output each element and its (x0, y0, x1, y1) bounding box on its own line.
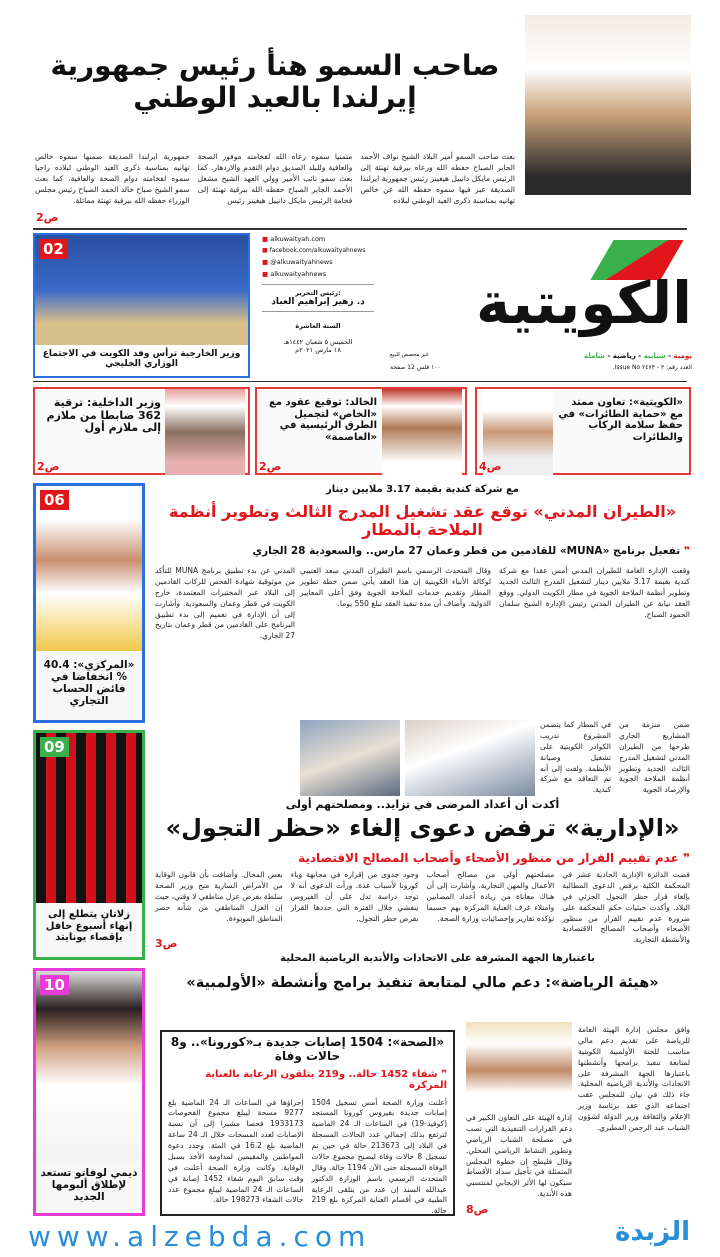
top-headline-line2: إيرلندا بالعيد الوطني (133, 81, 417, 115)
top-headline (35, 50, 515, 114)
page-number-badge: 06 (40, 490, 69, 510)
aviation-col: في المطار كما يتضمن المشروع تدريب الكوادر الكويتية على تشغيل وصيانة الأنظمة. ولفت إلى أنه تم التعاقد مع شركة كندية. (540, 720, 611, 795)
footer-logo-text: الزبدة (615, 1217, 690, 1247)
year: السنة العاشرة (295, 322, 341, 330)
top-story-col: جمهورية ايرلندا الصديقة ضمنها سموه خالص تهانيه بمناسبة ذكرى العيد الوطني لبلاده راجيا سموه لفخامته دوام الصحة والعافية. كما بعث سمو الشيخ صباح خالد الحمد الصباح رئيس مجلس الوزراء حفظه الله ببرقية تهنئة مماثلة. (34, 152, 190, 205)
corona-col: أعلنت وزارة الصحة أمس تسجيل 1504 إصابات جديدة بفيروس كورونا المستجد (كوفيد-19) في الساعات الـ 24 الماضية لترتفع بذلك إجمالي عدد الحالات المسجلة في البلاد إلى 213673 حالة في حين تم تسجيل 8 حالات وفاة ليصبح مجموع حالات الوفاة المسجلة حتى الآن 1194 حالة. وقال المتحدث الرسمي باسم الوزارة الدكتور عبدالله السند إن عدد من يتلقى الرعاية الطبية في أقسام العناية المركزة بلغ 219 حالة. (311, 1097, 448, 1216)
footer-logo (590, 1218, 690, 1254)
aviation-col: المدني عن بدء تطبيق برنامج MUNA للتأكد من موثوقية شهادة الفحص للركاب القادمين إلى البلاد عبر المختبرات المعتمدة، خارج الكويت في قطر وعمان والسعودية. وأشارت إلى أن الإدارة في تعميم إلى بدء تطبيق البرنامج على القادمين من قطر وعمان بتاريخ 27 الجاري. (155, 566, 295, 641)
teaser-title: «الكويتية»: تعاون ممتد مع «حماية الطائرات» في حفظ سلامة الركاب والطائرات (558, 397, 683, 443)
corona-box[interactable] (160, 1030, 455, 1216)
link-twitter[interactable]: ■ @alkuwaityahnews (262, 258, 333, 266)
sports-col: وافق مجلس إدارة الهيئة العامة للرياضة على تقديم دعم مالي مناسب للجنة الأولمبية الكويتية لمتابعة تنفيذ برامجها وأنشطتها باعتبارها الجهة المشرفة على الاتحادات والأندية الرياضية المحلية. جاء ذلك في بيان للمجلس عقب اجتماعه الذي عقد برئاسة وزير الإعلام والثقافة وزير الدولة لشؤون الشباب عبد الرحمن المطيري. (578, 1025, 690, 1132)
gulf-meeting-caption: وزير الخارجية ترأس وفد الكويت في الاجتماع الوزاري الخليجي (35, 345, 248, 374)
sports-headline: «هيئة الرياضة»: دعم مالي لمتابعة تنفيذ برامج وأنشطة «الأولمبية» (186, 975, 659, 991)
curfew-headline: «الإدارية» ترفض دعوى إلغاء «حظر التجول» (165, 814, 680, 842)
page-ref[interactable]: ص2 (37, 460, 60, 473)
zlatan-photo (36, 733, 142, 903)
emir-photo (525, 15, 691, 195)
curfew-col: مصلحتهم أولى من مصالح أصحاب الأعمال والمهن التجارية. وأشارت إلى أن هناك معاناة من زيادة أعداد المصابين وامتلاء غرف العناية المركزة بهم حسبما تؤكده تقارير وإحصائيات وزارة الصحة. (426, 870, 555, 923)
editor-label: رئيس التحرير: (295, 289, 341, 297)
page-number-badge: 02 (39, 239, 68, 259)
masthead-info (262, 235, 374, 354)
teaser-title: الخالد: توقيع عقود مع «الخاص» لتجميل الطرق الرئيسية في «العاصمة» (268, 397, 377, 443)
link-instagram[interactable]: ■ alkuwaityahnews (262, 270, 327, 278)
sports-kicker: باعتبارها الجهة المشرفة على الاتحادات والأندية الرياضية المحلية (280, 953, 595, 964)
teaser-box[interactable] (475, 387, 691, 475)
demi-photo (36, 971, 142, 1161)
date-gregorian: ١٨ مارس ٢٠٢١م (295, 346, 341, 354)
page-ref[interactable]: ص2 (36, 211, 59, 224)
masthead-logo (380, 240, 692, 380)
aviation-col: ضمن منزمة من المشاريع الجاري طرحها من الطيران المدني لتشغيل المدرج الثالث الجديد وتطوير أنظمة الملاحة الجوية والإرصاد الجوية (619, 720, 690, 795)
sports-official-photo (466, 1022, 572, 1110)
central-bank-caption: «المركزي»: 40.4 % انخفاضا في فائض الحساب التجاري (43, 659, 135, 708)
top-story-body (35, 152, 515, 208)
logo-text: الكويتية (475, 269, 692, 337)
aviation-col: وقعت الإدارة العامة للطيران المدني أمس عقدا مع شركة كندية بقيمة 3.17 ملايين دينار لتشغيل المدرج الثالث الجديد وتطوير أنظمة الملاحة الجوية في مطار الكويت الدولي. ووقع العقد نيابة عن الطيران المدني رئيس الإدارة الشيخ سلمان الحمود الصباح. (499, 566, 690, 619)
teaser-box[interactable] (33, 387, 250, 475)
curfew-col: وجود جدوى من إقراره في مجابهة وباء كورونا لأسباب عدة. ورأت الدعوى أنه لا توجد دراسة تدل على أن الفيروس ينفشي خلال الفترة التي حددها القرار بفرض حظر التجول. (290, 870, 419, 923)
corona-col: إجراؤها في الساعات الـ 24 الماضية بلغ 9277 مسحة ليبلغ مجموع الفحوصات 1933173 فحصا مشيرا إلى أن نسبة الإصابات لعدد المسحات خلال الـ 24 ساعة الماضية بلغ 16.2 في المئة. وجدد دعوة المواطنين والمقيمين لمداومة الأخذ بسبل الوقاية. وكانت وزارة الصحة أعلنت في وقت سابق اليوم شفاء 1452 إصابة في الساعات الـ 24 الماضية ليبلغ مجموع عدد حالات الشفاء 198273 حالة. (168, 1097, 304, 1205)
teaser-photo (165, 389, 245, 475)
gulf-meeting-box[interactable] (33, 233, 250, 378)
aviation-subheadline: ❞ تفعيل برنامج «MUNA» للقادمين من قطر وعمان 27 مارس.. والسعودية 28 الجاري (252, 545, 690, 557)
corona-body (168, 1097, 448, 1216)
aviation-signing-photo-2 (405, 720, 535, 796)
editor-name: د. زهير إبراهيم العباد (271, 297, 365, 307)
top-story-col: متمنيا سموه رعاه الله لفخامته موفور الصحة والعافية وللبلد الصديق دوام التقدم والازدهار. كما بعث سمو نائب الأمير وولي العهد الشيخ مشعل الأحمد الجابر الصباح حفظه الله ببرقية تهنئة إلى فخامة الرئيس مايكل دانييل هيغينز رئيس (197, 152, 353, 205)
aviation-body-top (300, 566, 690, 716)
aviation-signing-photo (300, 720, 400, 796)
aviation-body-bottom (540, 720, 690, 796)
page-ref[interactable]: ص3 (155, 937, 178, 950)
page-number-badge: 09 (40, 737, 69, 757)
demi-box[interactable] (33, 968, 145, 1216)
tagline: يومية - شبابية - رياضية - شاملة (583, 352, 692, 360)
footer-url[interactable]: www.alzebda.com (28, 1220, 372, 1253)
zlatan-box[interactable] (33, 730, 145, 960)
subscription-note: غير مخصص للبيع (390, 352, 429, 358)
issue-number: العدد رقم: ٣ - ٢٤٧٣ Issue No. (612, 364, 692, 371)
zlatan-caption: زلاتان يتطلع إلى إنهاء أسبوع حافل بإقصاء يونايتد (45, 909, 133, 943)
link-facebook[interactable]: ■ facebook.com/alkuwaityahnews (262, 247, 366, 254)
corona-subheadline: ❞ شفاء 1452 حالة.. و219 يتلقون الرعاية بالعناية المركزة (205, 1068, 447, 1092)
page-ref[interactable]: ص8 (466, 1203, 489, 1216)
curfew-col: قضت الدائرة الإدارية الحادية عشر في المحكمة الكلية برفض الدعوى المطالبة بإلغاء قرار حظر التجول الجزئي في البلاد. وأكدت حيثيات حكم المحكمة على ضرورة عدم تقييم القرار من منظور الأصحاء وأصحاب المصالح الاقتصادية والأنشطة التجارية. (562, 870, 690, 945)
price: ١٠٠ فلس 12 صفحة (390, 364, 441, 371)
page-ref[interactable]: ص4 (479, 460, 502, 473)
central-bank-photo (36, 486, 142, 651)
demi-caption: ديمي لوفاتو تستعد لإطلاق ألبومها الجديد (40, 1167, 138, 1204)
page-number-badge: 10 (40, 975, 69, 995)
link-website[interactable]: ■ alkuwaityah.com (262, 235, 326, 243)
corona-headline: «الصحة»: 1504 إصابات جديدة بـ«كورونا».. و8 حالات وفاة (170, 1035, 445, 1063)
teaser-photo (382, 389, 462, 475)
teaser-title: وزير الداخلية: ترقية 362 ضابطا من ملازم إلى ملازم أول (46, 396, 161, 435)
aviation-kicker: مع شركة كندية بقيمة 3.17 ملايين دينار (326, 484, 519, 495)
curfew-kicker: أكدت أن أعداد المرضى في تزايد.. ومصلحتهم أولى (285, 798, 560, 811)
date-hijri: الخميس ٥ شعبان ١٤٤٢هـ (283, 338, 353, 346)
aviation-col: وقال المتحدث الرسمي باسم الطيران المدني سعد العتيبي لوكالة الأنباء الكويتية إن هذا العقد يأتي ضمن خطة تطوير المطار وتقديم خدمات الملاحة الجوية وفق أعلى المعايير الدولية. وأضاف أن مدة تنفيذ العقد تبلغ 550 يوما. (300, 566, 491, 608)
sports-col: إدارة الهيئة على التعاون الكبير في دعم القرارات التنفيذية التي تصب في مصلحة الشباب الرياضي وتطوير النشاط الرياضي المحلي. وقال فليطح إن خطوة المجلس المتمثلة في تأجيل سداد الأقساط سيكون لها الأثر الإيجابي لمنتسبي هذه الأندية. (466, 1113, 572, 1199)
aviation-headline: «الطيران المدني» توقع عقد تشغيل المدرج الثالث وتطوير أنظمة الملاحة بالمطار (168, 502, 677, 540)
teaser-box[interactable] (255, 387, 467, 475)
central-bank-box[interactable] (33, 483, 145, 723)
top-headline-line1: صاحب السمو هنأ رئيس جمهورية (50, 49, 500, 82)
curfew-col: بعض المحال. وأضافت بأن قانون الوقاية من الأمراض السارية منح وزير الصحة سلطة بفرض عزل مناطقي لا وقتي، حيث إن العزل المناطقي من شأنه حصر المناطق الموبوءة. (155, 870, 283, 923)
page-ref[interactable]: ص2 (259, 460, 282, 473)
top-story-col: بعث صاحب السمو أمير البلاد الشيخ نواف الأحمد الجابر الصباح حفظه الله ورعاه ببرقية تهنئة إلى الرئيس مايكل دانييل هيغينز رئيس جمهورية ايرلندا الصديقة عبر فيها سموه حفظه الله عن خالص تهانيه بمناسبة ذكرى العيد الوطني لبلاده (360, 152, 515, 205)
curfew-subheadline: ❞ عدم تقييم القرار من منظور الأصحاء وأصحاب المصالح الاقتصادية (298, 851, 690, 865)
